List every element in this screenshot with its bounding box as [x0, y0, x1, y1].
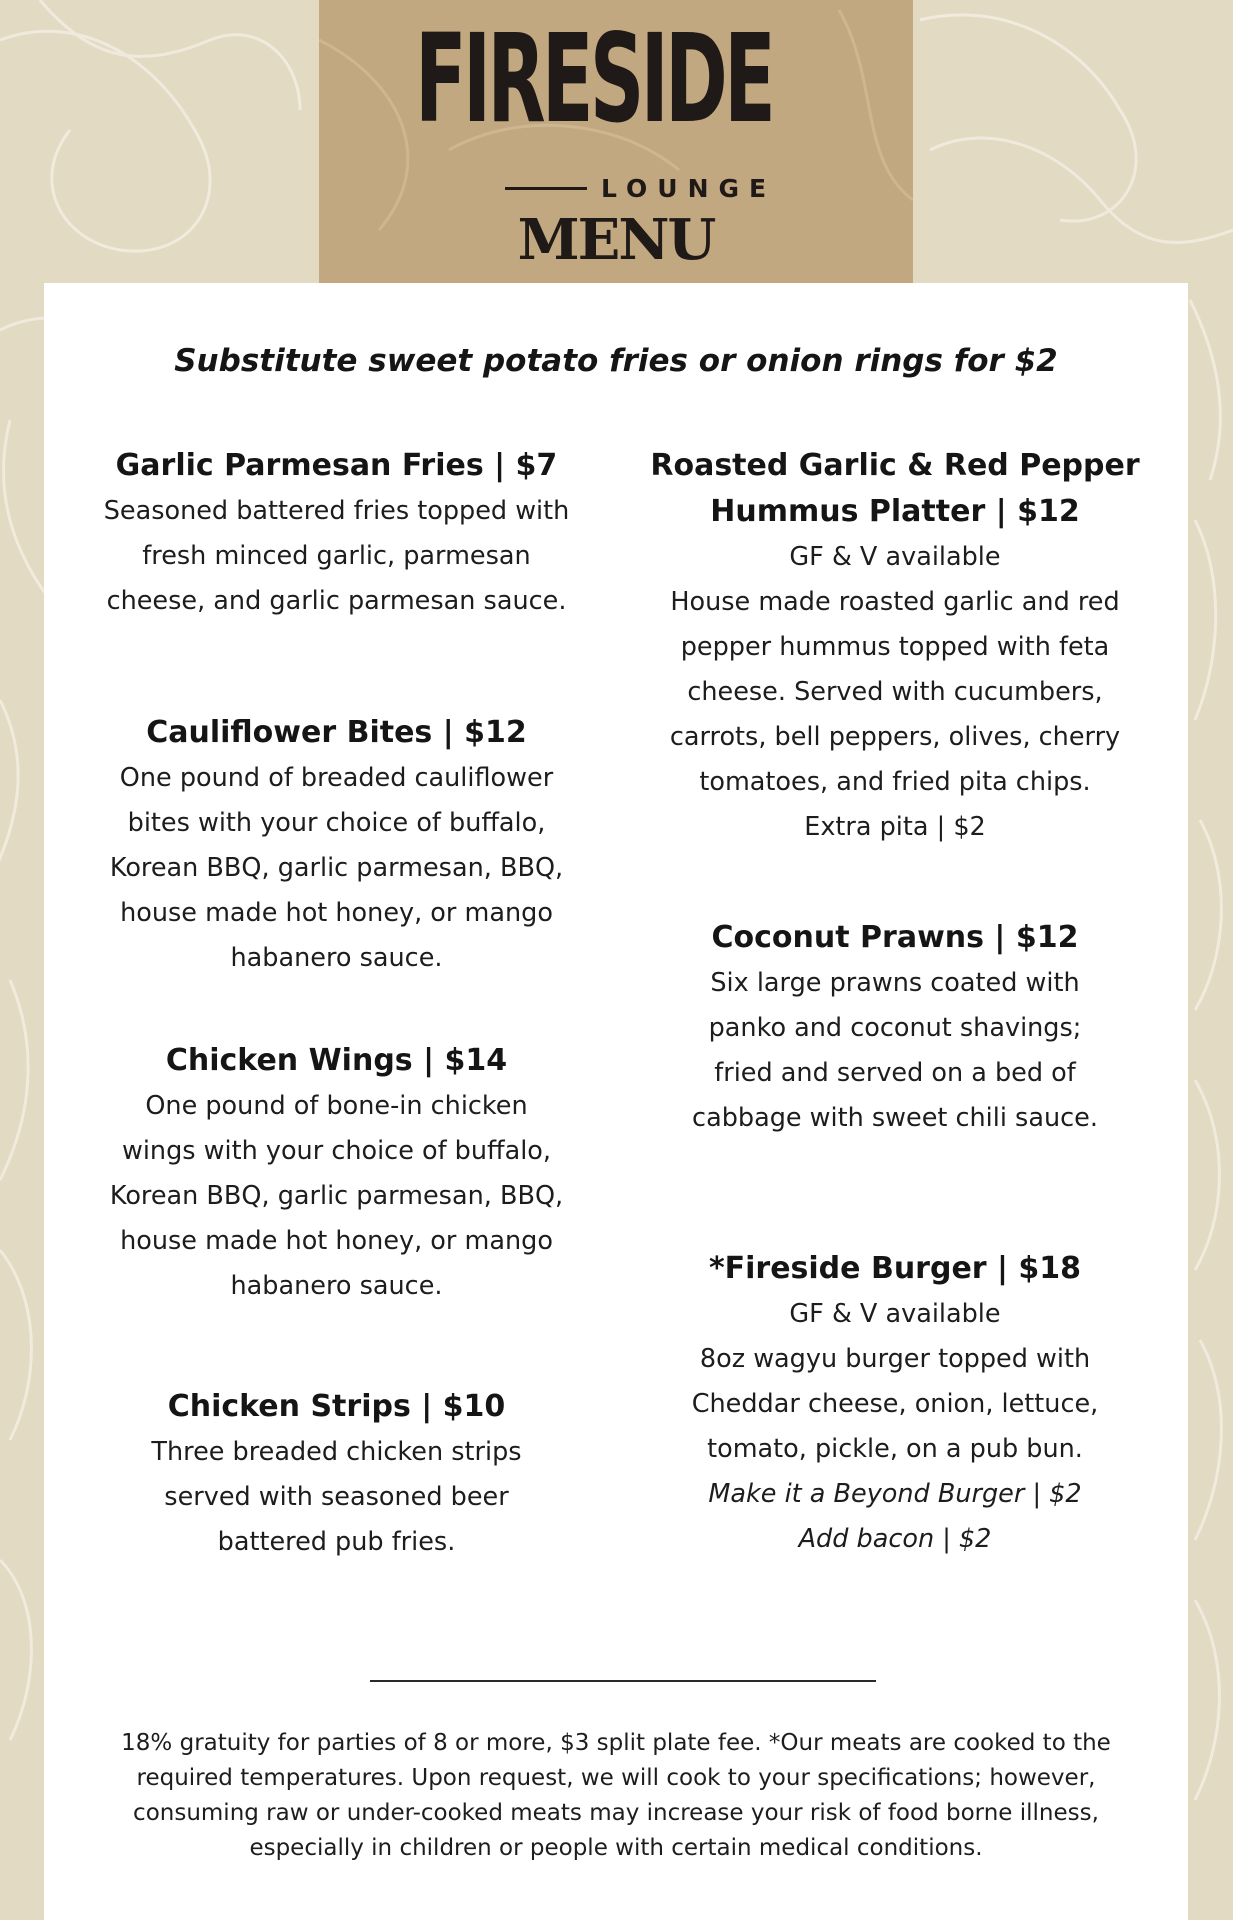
footnote	[104, 1726, 1128, 1866]
item-description: House made roasted garlic and red	[670, 587, 1120, 617]
item-name: Garlic Parmesan Fries | $7	[115, 448, 558, 483]
item-description: habanero sauce.	[230, 1271, 443, 1301]
menu-item	[74, 1038, 599, 1309]
item-name: *Fireside Burger | $18	[708, 1251, 1082, 1286]
item-description: cheese. Served with cucumbers,	[687, 677, 1103, 707]
item-name: Hummus Platter | $12	[710, 494, 1080, 529]
footnote-line: consuming raw or under-cooked meats may increase your risk of food borne illness,	[133, 1800, 1099, 1826]
tagline: Substitute sweet potato fries or onion rings for $2	[174, 343, 1058, 379]
item-description: tomato, pickle, on a pub bun.	[707, 1434, 1083, 1464]
menu-item	[630, 1246, 1160, 1562]
menu-item	[630, 443, 1160, 850]
menu-item	[74, 1384, 599, 1565]
item-description: Korean BBQ, garlic parmesan, BBQ,	[109, 1181, 564, 1211]
item-description: 8oz wagyu burger topped with	[699, 1344, 1091, 1374]
menu-item	[630, 915, 1160, 1141]
item-addon: Make it a Beyond Burger | $2	[708, 1479, 1082, 1509]
item-description: fresh minced garlic, parmesan	[142, 541, 531, 571]
item-name: Chicken Wings | $14	[165, 1043, 508, 1078]
item-description: bites with your choice of buffalo,	[127, 808, 546, 838]
item-description: Korean BBQ, garlic parmesan, BBQ,	[109, 853, 564, 883]
item-description: cabbage with sweet chili sauce.	[692, 1103, 1098, 1133]
item-description: tomatoes, and fried pita chips.	[699, 767, 1091, 797]
item-description: carrots, bell peppers, olives, cherry	[669, 722, 1121, 752]
item-description: pepper hummus topped with feta	[680, 632, 1110, 662]
footnote-line: 18% gratuity for parties of 8 or more, $3 split plate fee. *Our meats are cooked to the	[121, 1730, 1111, 1756]
item-description: house made hot honey, or mango	[120, 898, 553, 928]
item-description: cheese, and garlic parmesan sauce.	[106, 586, 567, 616]
item-description: panko and coconut shavings;	[708, 1013, 1082, 1043]
logo-subtext: LOUNGE	[601, 173, 777, 203]
footer-divider	[370, 1680, 876, 1682]
item-name: Roasted Garlic & Red Pepper	[650, 448, 1140, 483]
item-description: Three breaded chicken strips	[151, 1437, 522, 1467]
logo-rule	[505, 187, 587, 190]
item-name: Cauliflower Bites | $12	[146, 715, 527, 750]
item-note: GF & V available	[789, 542, 1001, 572]
menu-card	[44, 283, 1188, 1920]
item-description: Six large prawns coated with	[710, 968, 1080, 998]
item-description: One pound of bone-in chicken	[145, 1091, 528, 1121]
item-description: One pound of breaded cauliflower	[119, 763, 554, 793]
menu-heading: MENU	[517, 207, 715, 273]
footnote-line: especially in children or people with certain medical conditions.	[249, 1835, 983, 1861]
menu-item	[74, 710, 599, 981]
item-description: habanero sauce.	[230, 943, 443, 973]
item-addon: Extra pita | $2	[804, 812, 986, 842]
item-description: house made hot honey, or mango	[120, 1226, 553, 1256]
item-addon: Add bacon | $2	[798, 1524, 992, 1554]
item-description: served with seasoned beer	[164, 1482, 509, 1512]
item-name: Chicken Strips | $10	[167, 1389, 506, 1424]
logo-wordmark: FIRESIDE	[415, 8, 773, 150]
menu-item	[74, 443, 599, 624]
item-note: GF & V available	[789, 1299, 1001, 1329]
item-description: Cheddar cheese, onion, lettuce,	[691, 1389, 1099, 1419]
item-description: fried and served on a bed of	[714, 1058, 1076, 1088]
item-description: battered pub fries.	[217, 1527, 456, 1557]
item-description: wings with your choice of buffalo,	[121, 1136, 552, 1166]
footnote-line: required temperatures. Upon request, we will cook to your specifications; however,	[136, 1765, 1096, 1791]
logo-subtitle	[505, 171, 801, 205]
item-description: Seasoned battered fries topped with	[103, 496, 570, 526]
item-name: Coconut Prawns | $12	[711, 920, 1079, 955]
